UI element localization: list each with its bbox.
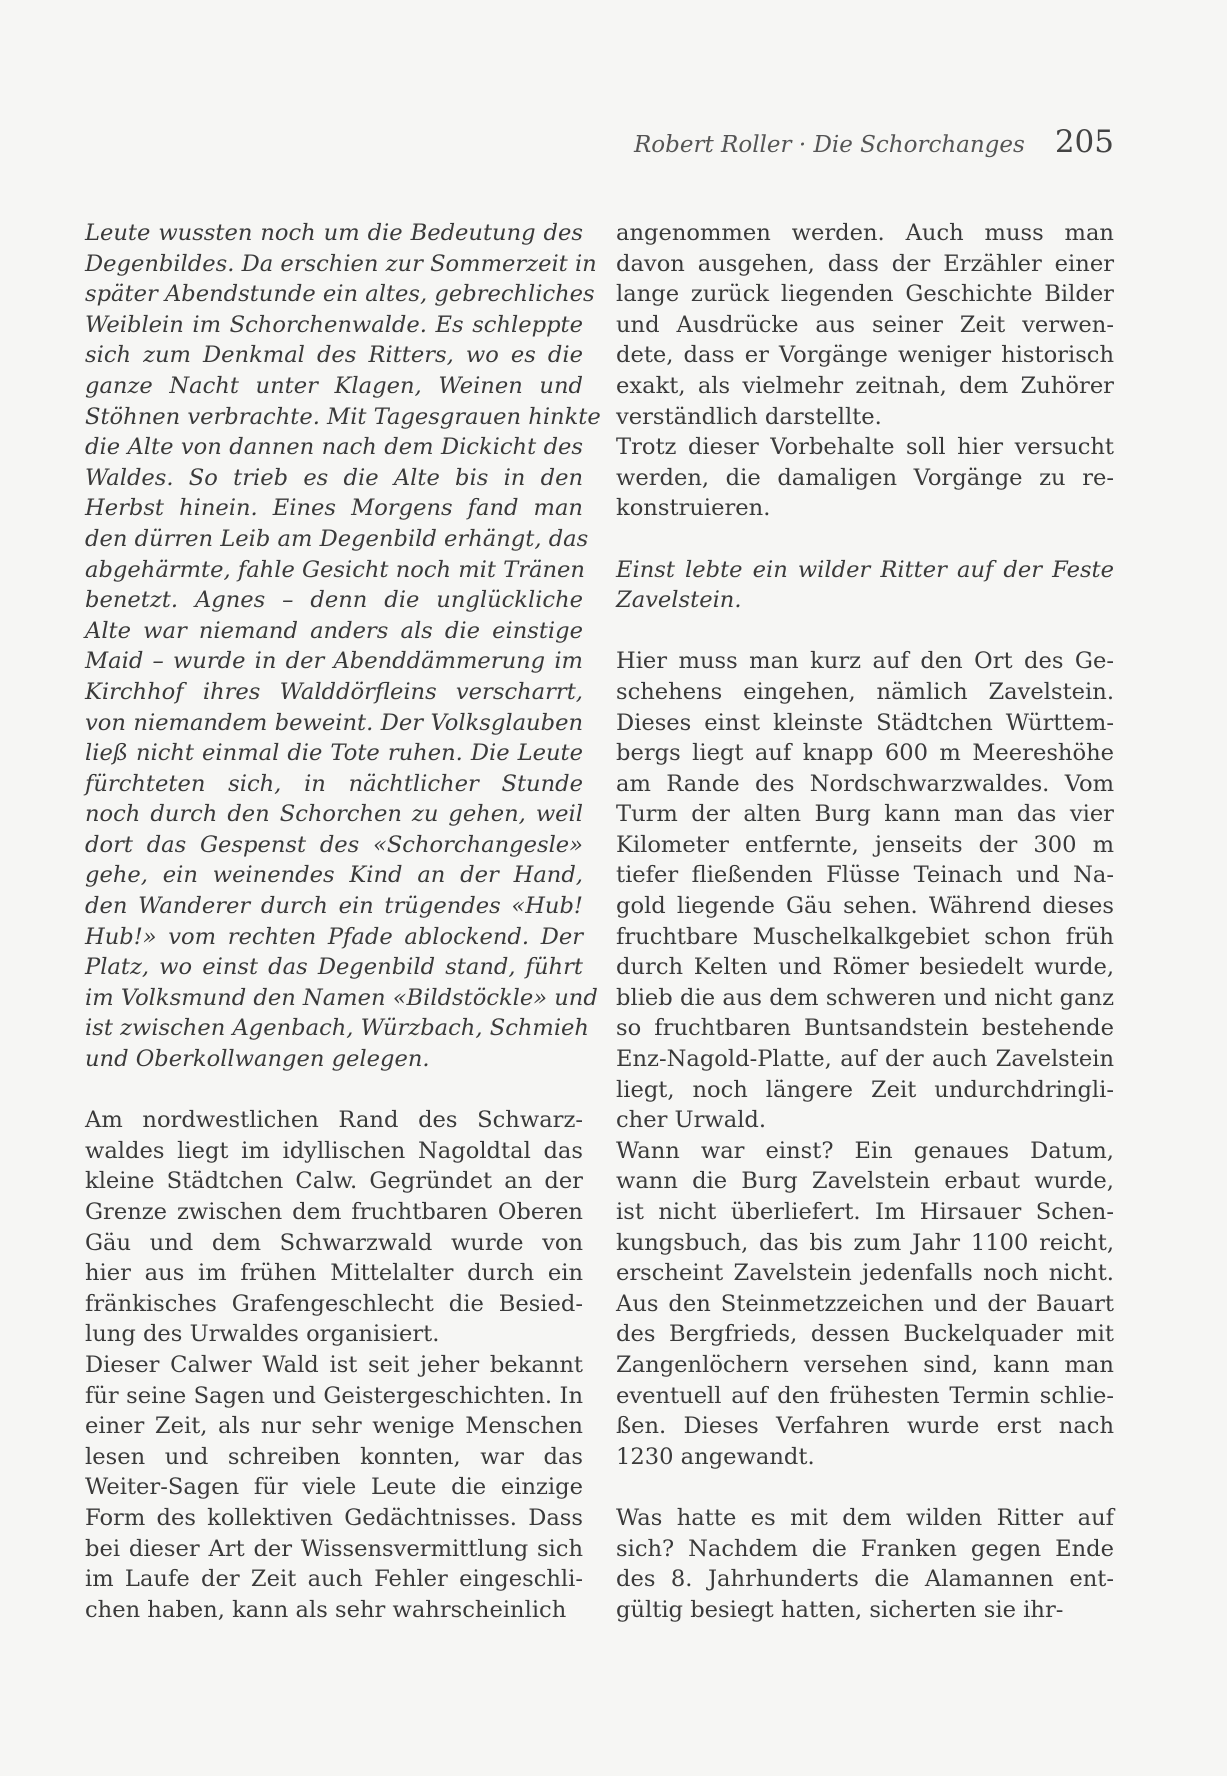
text-line: Weiblein im Schorchenwalde. Es schleppte [85,311,583,338]
text-line: Grenze zwischen dem fruchtbaren Oberen [85,1199,583,1225]
text-line: fürchteten sich, in nächtlicher Stunde [85,770,583,797]
text-line: Kilometer entfernte, jenseits der 300 m [616,831,1114,858]
text-line: konstruieren. [616,495,771,522]
text-line: Form des kollektiven Gedächtnisses. Dass [85,1504,583,1531]
text-line: im Volksmund den Namen «Bildstöckle» und [85,984,598,1011]
text-line: lesen und schreiben konnten, war das [85,1443,583,1470]
text-line: Degenbildes. Da erschien zur Sommerzeit in [85,250,597,277]
text-line: abgehärmte, fahle Gesicht noch mit Tränen [85,556,585,583]
text-line: Hier muss man kurz auf den Ort des Ge- [616,648,1114,675]
text-line: Maid – wurde in der Abenddämmerung im [85,648,583,675]
text-line: chen haben, kann als sehr wahrscheinlich [85,1596,567,1623]
narrator-paragraph [616,218,1114,432]
text-line: kleine Städtchen Calw. Gegründet an der [85,1168,583,1195]
text-line: Hub!» vom rechten Pfade ablockend. Der [85,923,583,950]
wild-knight-paragraph [616,1503,1114,1625]
text-line: gültig besiegt hatten, sicherten sie ihr- [616,1596,1064,1623]
text-line: Was hatte es mit dem wilden Ritter auf [616,1504,1114,1531]
text-line: Kirchhof ihres Walddörfleins verscharrt, [85,678,583,705]
italic-story-paragraph [85,218,601,1075]
paragraph-gap [616,1472,1114,1503]
text-line: ließ nicht einmal die Tote ruhen. Die Leute [85,740,583,767]
text-line: cher Urwald. [616,1107,767,1134]
text-line: Am nordwestlichen Rand des Schwarz- [85,1107,583,1134]
page-number: 205 [1054,124,1114,160]
text-line: ist zwischen Agenbach, Würzbach, Schmieh [85,1015,589,1042]
text-line: Einst lebte ein wilder Ritter auf der Feste [616,556,1114,583]
text-line: durch Kelten und Römer besiedelt wurde, [616,954,1114,981]
text-line: werden, die damaligen Vorgänge zu re- [616,464,1114,491]
date-paragraph [616,1136,1114,1473]
text-line: dete, dass er Vorgänge weniger historisch [616,342,1114,369]
text-line: waldes liegt im idyllischen Nagoldtal das [85,1137,583,1164]
text-line: fränkisches Grafengeschlecht die Besied- [85,1290,583,1317]
text-line: noch durch den Schorchen zu gehen, weil [85,801,583,828]
text-line: Zangenlöchern versehen sind, kann man [616,1351,1114,1378]
text-line: Turm der alten Burg kann man das vier [616,801,1114,828]
text-line: Waldes. So trieb es die Alte bis in den [85,464,583,491]
text-line: für seine Sagen und Geistergeschichten. In [85,1382,583,1409]
text-line: Alte war niemand anders als die einstige [85,617,583,644]
text-line: des 8. Jahrhunderts die Alamannen ent- [616,1566,1114,1593]
text-line: ßen. Dieses Verfahren wurde erst nach [616,1413,1114,1440]
text-line: benetzt. Agnes – denn die unglückliche [85,587,583,614]
text-line: bergs liegt auf knapp 600 m Meereshöhe [616,740,1114,767]
text-line: erscheint Zavelstein jedenfalls noch nicht. [616,1260,1114,1287]
text-line: Weiter-Sagen für viele Leute die einzige [85,1474,583,1501]
text-line: später Abendstunde ein altes, gebrechliches [85,281,595,308]
text-line: ganze Nacht unter Klagen, Weinen und [85,372,583,399]
text-line: fruchtbare Muschelkalkgebiet schon früh [616,923,1114,950]
text-line: Stöhnen verbrachte. Mit Tagesgrauen hinkte [85,403,601,430]
paragraph-gap [616,616,1114,647]
running-head [634,124,1114,160]
text-line: kungsbuch, das bis zum Jahr 1100 reicht, [616,1229,1114,1256]
text-line: und Oberkollwangen gelegen. [85,1046,430,1073]
text-line: im Laufe der Zeit auch Fehler eingeschli- [85,1566,583,1593]
text-line: sich zum Denkmal des Ritters, wo es die [85,342,583,369]
text-line: den dürren Leib am Degenbild erhängt, das [85,525,589,552]
text-line: die Alte von dannen nach dem Dickicht des [85,434,583,461]
text-line: ist nicht überliefert. Im Hirsauer Schen- [616,1199,1114,1225]
text-line: Trotz dieser Vorbehalte soll hier versucht [616,434,1114,461]
text-line: lung des Urwaldes organisiert. [85,1321,440,1348]
text-line: den Wanderer durch ein trügendes «Hub! [85,893,583,920]
paragraph-gap [616,524,1114,555]
text-line: davon ausgehen, dass der Erzähler einer [616,250,1114,277]
text-line: blieb die aus dem schweren und nicht ganz [616,984,1114,1011]
text-line: Dieses einst kleinste Städtchen Württem- [616,709,1114,736]
text-line: dort das Gespenst des «Schorchangesle» [85,831,583,858]
text-line: bei dieser Art der Wissensvermittlung sich [85,1535,583,1562]
paragraph-gap [85,1075,583,1106]
text-line: sich? Nachdem die Franken gegen Ende [616,1535,1114,1562]
text-line: Wann war einst? Ein genaues Datum, [616,1137,1114,1164]
text-line: Gäu und dem Schwarzwald wurde von [85,1229,583,1256]
text-line: Zavelstein. [616,587,742,614]
text-line: des Bergfrieds, dessen Buckelquader mit [616,1321,1114,1348]
text-line: Enz-Nagold-Platte, auf der auch Zavelstein [616,1046,1114,1073]
text-line: angenommen werden. Auch muss man [616,220,1114,246]
text-line: so fruchtbaren Buntsandstein bestehende [616,1015,1114,1042]
text-line: gehe, ein weinendes Kind an der Hand, [85,862,583,889]
text-line: verständlich darstellte. [616,403,882,430]
text-line: gold liegende Gäu sehen. Während dieses [616,893,1114,920]
text-line: Herbst hinein. Eines Morgens fand man [85,495,583,522]
text-line: liegt, noch längere Zeit undurchdringli- [616,1076,1114,1103]
text-line: 1230 angewandt. [616,1443,815,1470]
text-line: tiefer fließenden Flüsse Teinach und Na- [616,862,1114,889]
text-line: wann die Burg Zavelstein erbaut wurde, [616,1168,1114,1195]
text-line: von niemandem beweint. Der Volksglauben [85,709,583,736]
calwer-wald-paragraph [85,1350,583,1625]
text-line: Leute wussten noch um die Bedeutung des [85,220,583,246]
zavelstein-paragraph [616,646,1114,1136]
italic-quote [616,555,1114,616]
reconstruction-paragraph [616,432,1114,524]
text-line: eventuell auf den frühesten Termin schlie- [616,1382,1114,1409]
text-line: einer Zeit, als nur sehr wenige Menschen [85,1413,583,1440]
right-column [616,218,1114,1625]
text-line: am Rande des Nordschwarzwaldes. Vom [616,770,1114,797]
text-line: lange zurück liegenden Geschichte Bilder [616,281,1114,308]
text-line: exakt, als vielmehr zeitnah, dem Zuhörer [616,372,1114,399]
calw-paragraph [85,1105,583,1350]
text-line: und Ausdrücke aus seiner Zeit verwen- [616,311,1114,338]
text-line: hier aus im frühen Mittelalter durch ein [85,1260,583,1287]
text-line: schehens eingehen, nämlich Zavelstein. [616,678,1114,705]
text-line: Dieser Calwer Wald ist seit jeher bekannt [85,1351,583,1378]
left-column [85,218,601,1625]
text-line: Aus den Steinmetzzeichen und der Bauart [616,1290,1114,1317]
running-title: Robert Roller · Die Schorchanges [633,132,1025,158]
text-line: Platz, wo einst das Degenbild stand, führt [85,954,583,981]
